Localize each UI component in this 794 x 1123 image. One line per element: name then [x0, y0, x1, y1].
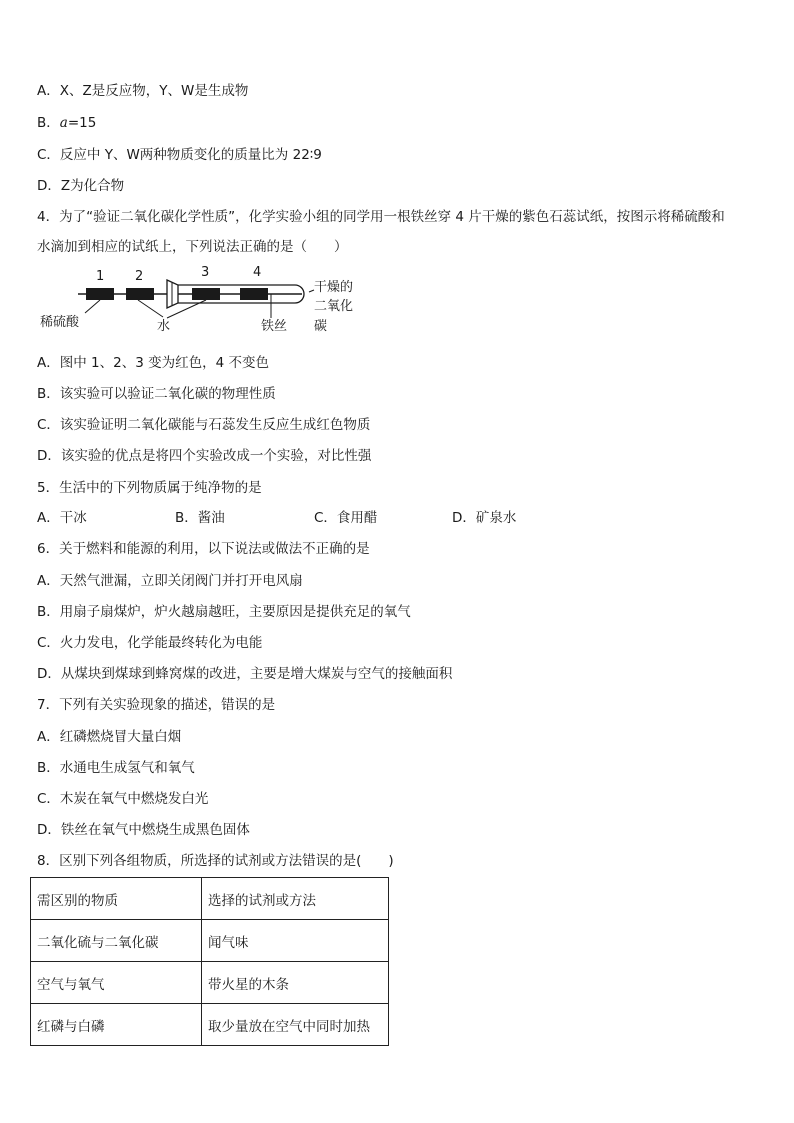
- strip-number-3: 3: [201, 265, 210, 280]
- table-cell: 取少量放在空气中同时加热: [202, 1004, 389, 1046]
- table-cell: 红磷与白磷: [31, 1004, 202, 1046]
- label-water: 水: [157, 319, 171, 334]
- strip-number-1: 1: [96, 269, 105, 284]
- q5-option-a: A．干冰: [37, 510, 87, 526]
- q5-option-b: B．酱油: [175, 510, 225, 526]
- q5-options: [37, 509, 737, 527]
- q4-option-d: D．该实验的优点是将四个实验改成一个实验，对比性强: [37, 448, 372, 464]
- q6-option-b: B．用扇子扇煤炉，炉火越扇越旺，主要原因是提供充足的氧气: [37, 604, 411, 620]
- q4-stem-line1: 4．为了“验证二氧化碳化学性质”，化学实验小组的同学用一根铁丝穿 4 片干燥的紫色石蕊试纸，按图示将稀硫酸和: [37, 209, 725, 225]
- experiment-diagram: [30, 262, 380, 337]
- q4-option-c: C．该实验证明二氧化碳能与石蕊发生反应生成红色物质: [37, 417, 371, 433]
- q3-option-c: C．反应中 Y、W两种物质变化的质量比为 22∶9: [37, 147, 322, 163]
- table-cell: 二氧化硫与二氧化碳: [31, 920, 202, 962]
- q3-option-b-var: a: [59, 115, 68, 131]
- q8-table: [30, 877, 389, 1046]
- q6-stem: 6．关于燃料和能源的利用，以下说法或做法不正确的是: [37, 541, 370, 557]
- label-co2-line2: 二氧化: [314, 299, 354, 314]
- q8-stem: 8．区别下列各组物质，所选择的试剂或方法错误的是( ): [37, 853, 394, 869]
- q6-option-a: A．天然气泄漏，立即关闭阀门并打开电风扇: [37, 573, 303, 589]
- label-iron-wire: 铁丝: [261, 319, 288, 334]
- q3-option-a: A．X、Z是反应物，Y、W是生成物: [37, 83, 249, 99]
- table-header-substances: 需区别的物质: [31, 878, 202, 920]
- q3-option-b-prefix: B．: [37, 115, 60, 131]
- litmus-strip-4: [240, 288, 268, 300]
- q5-stem: 5．生活中的下列物质属于纯净物的是: [37, 480, 262, 496]
- q3-option-b-suffix: =15: [67, 115, 97, 131]
- table-row: [31, 1004, 389, 1046]
- q3-option-b: [37, 114, 96, 132]
- table-cell: 闻气味: [202, 920, 389, 962]
- strip-number-4: 4: [253, 265, 262, 280]
- q4-stem-line2: 水滴加到相应的试纸上，下列说法正确的是（ ）: [37, 239, 348, 255]
- table-header-method: 选择的试剂或方法: [202, 878, 389, 920]
- q5-option-c: C．食用醋: [314, 510, 378, 526]
- litmus-strip-1: [86, 288, 114, 300]
- q3-option-d: D．Z为化合物: [37, 178, 125, 194]
- q7-option-a: A．红磷燃烧冒大量白烟: [37, 729, 182, 745]
- q6-option-c: C．火力发电，化学能最终转化为电能: [37, 635, 263, 651]
- q4-option-b: B．该实验可以验证二氧化碳的物理性质: [37, 386, 276, 402]
- table-row: [31, 962, 389, 1004]
- table-cell: 空气与氧气: [31, 962, 202, 1004]
- table-row: [31, 920, 389, 962]
- table-row: [31, 878, 389, 920]
- q4-option-a: A．图中 1、2、3 变为红色，4 不变色: [37, 355, 269, 371]
- litmus-strip-2: [126, 288, 154, 300]
- label-co2-line3: 碳: [314, 319, 328, 334]
- strip-number-2: 2: [135, 269, 144, 284]
- label-dilute-sulfuric-acid: 稀硫酸: [40, 315, 80, 330]
- q7-stem: 7．下列有关实验现象的描述，错误的是: [37, 697, 276, 713]
- litmus-strip-3: [192, 288, 220, 300]
- q7-option-c: C．木炭在氧气中燃烧发白光: [37, 791, 209, 807]
- q7-option-b: B．水通电生成氢气和氧气: [37, 760, 195, 776]
- label-co2-line1: 干燥的: [314, 280, 354, 295]
- table-cell: 带火星的木条: [202, 962, 389, 1004]
- q5-option-d: D．矿泉水: [452, 510, 517, 526]
- q6-option-d: D．从煤块到煤球到蜂窝煤的改进，主要是增大煤炭与空气的接触面积: [37, 666, 453, 682]
- q7-option-d: D．铁丝在氧气中燃烧生成黑色固体: [37, 822, 250, 838]
